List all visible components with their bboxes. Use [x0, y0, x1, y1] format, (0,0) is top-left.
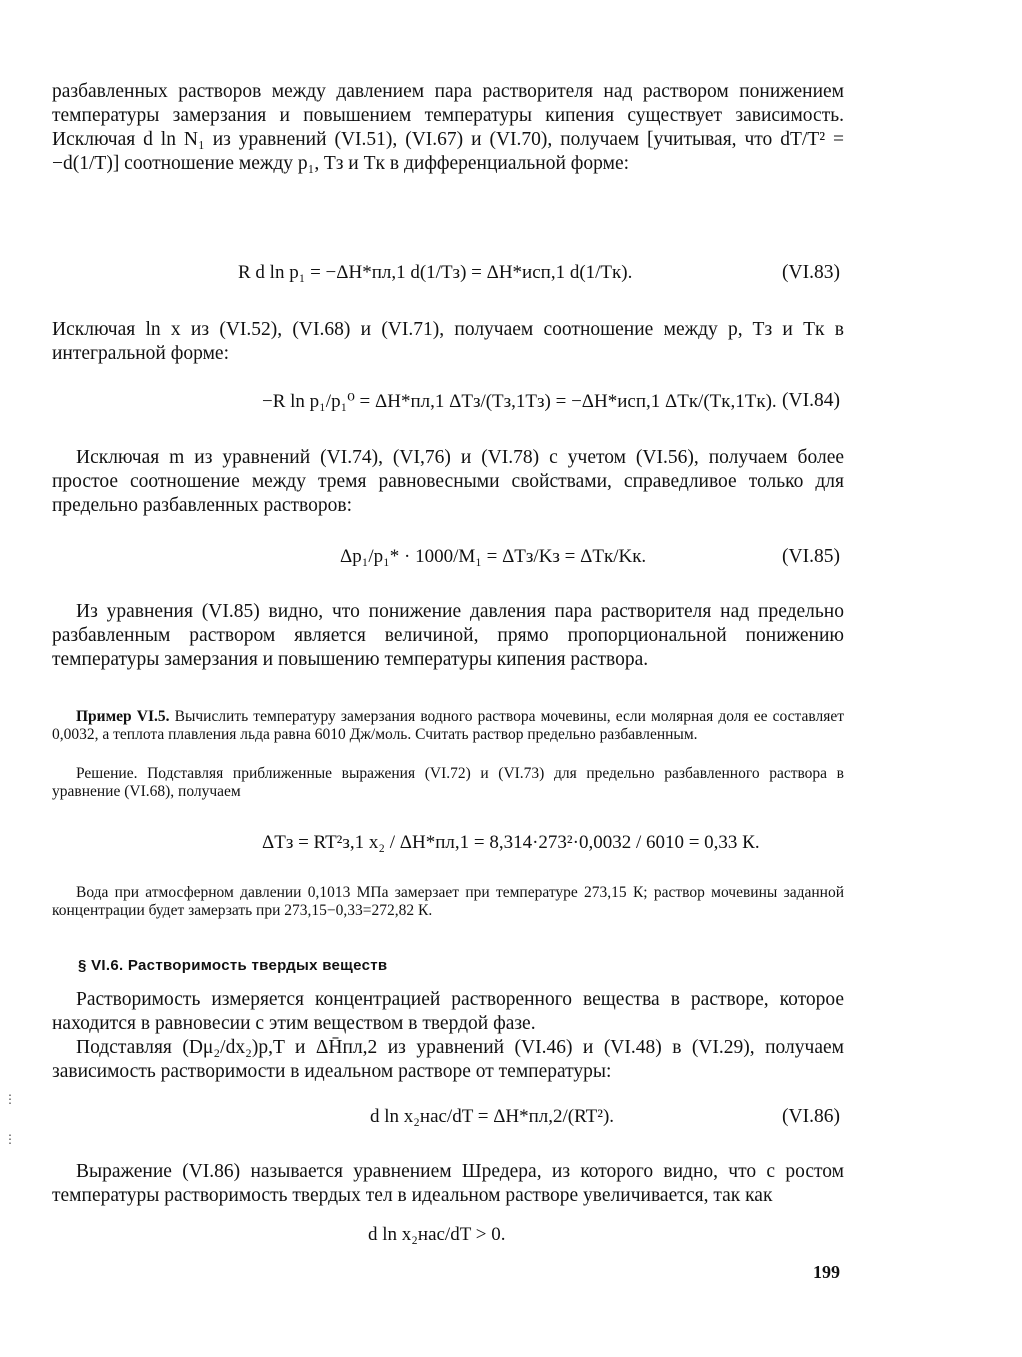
- equation-number: (VI.85): [782, 546, 840, 567]
- margin-mark: ⋮: [4, 1092, 16, 1106]
- paragraph-text: Из уравнения (VI.85) видно, что понижение давления пара растворителя над предельно разбавленным раствором является величиной, прямо пропорциональной понижению температуры замерзания и повышению температуры кипения раствора.: [52, 601, 844, 670]
- equation-number: (VI.83): [782, 262, 840, 283]
- paragraph-4: [52, 600, 844, 672]
- paragraph-6: [52, 1036, 844, 1084]
- paragraph-text: Растворимость измеряется концентрацией растворенного вещества в растворе, которое находится в равновесии с этим веществом в твердой фазе.: [52, 989, 844, 1034]
- equation-final: d ln x₂нас/dT > 0.: [368, 1224, 506, 1245]
- margin-mark: ⋮: [4, 1132, 16, 1146]
- example-label: Пример VI.5.: [76, 708, 170, 725]
- equation-vi85: Δp₁/p₁* · 1000/M₁ = ΔTз/Kз = ΔTк/Kк.: [340, 546, 647, 567]
- paragraph-2: [52, 318, 844, 366]
- paragraph-text: Выражение (VI.86) называется уравнением Шредера, из которого видно, что с ростом температуры растворимость твердых тел в идеальном растворе увеличивается, так как: [52, 1161, 844, 1206]
- paragraph-3: [52, 446, 844, 518]
- equation-example: ΔTз = RT²з,1 x₂ / ΔH*пл,1 = 8,314·273²·0,0032 / 6010 = 0,33 К.: [262, 832, 760, 853]
- paragraph-1: [52, 80, 844, 176]
- paragraph-text: разбавленных растворов между давлением пара растворителя над раствором понижением температуры замерзания и повышением температуры кипения существует зависимость. Исключая d ln N₁ из уравнений (VI.51), (VI.67) и (VI.70), получаем [учитывая, что dT/T² = −d(1/T)] соотношение между p₁, Tз и Tк в дифференциальной форме:: [52, 81, 844, 174]
- water-text: Вода при атмосферном давлении 0,1013 МПа замерзает при температуре 273,15 К; раствор мочевины заданной концентрации будет замерзать при 273,15−0,33=272,82 К.: [52, 884, 844, 919]
- solution-text: Решение. Подставляя приближенные выражения (VI.72) и (VI.73) для предельно разбавленного раствора в уравнение (VI.68), получаем: [52, 765, 844, 800]
- solution-block: [52, 765, 844, 801]
- water-note: [52, 884, 844, 920]
- equation-number: (VI.86): [782, 1106, 840, 1127]
- equation-vi86: d ln x₂нас/dT = ΔH*пл,2/(RT²).: [370, 1106, 615, 1127]
- equation-vi83: R d ln p₁ = −ΔH*пл,1 d(1/Tз) = ΔH*исп,1 d(1/Tк).: [238, 262, 633, 283]
- paragraph-text: Исключая m из уравнений (VI.74), (VI,76) и (VI.78) с учетом (VI.56), получаем более простое соотношение между тремя равновесными свойствами, справедливое только для предельно разбавленных растворов:: [52, 447, 844, 516]
- section-heading: § VI.6. Растворимость твердых веществ: [78, 957, 388, 974]
- example-body: Вычислить температуру замерзания водного раствора мочевины, если молярная доля ее составляет 0,0032, а теплота плавления льда равна 6010 Дж/моль. Считать раствор предельно разбавленным.: [52, 708, 844, 743]
- example-text: [52, 708, 844, 744]
- paragraph-text: Исключая ln x из (VI.52), (VI.68) и (VI.71), получаем соотношение между p, Tз и Tк в интегральной форме:: [52, 319, 844, 364]
- paragraph-5: [52, 988, 844, 1036]
- page-number: 199: [813, 1262, 840, 1282]
- paragraph-7: [52, 1160, 844, 1208]
- equation-number: (VI.84): [782, 390, 840, 411]
- paragraph-text: Подставляя (Dμ₂/dx₂)p,T и ΔH̄пл,2 из уравнений (VI.46) и (VI.48) в (VI.29), получаем зависимость растворимости в идеальном растворе от температуры:: [52, 1037, 844, 1082]
- equation-vi84: −R ln p₁/p₁⁰ = ΔH*пл,1 ΔTз/(Tз,1Tз) = −ΔH*исп,1 ΔTк/(Tк,1Tк).: [262, 391, 777, 412]
- example-block: [52, 708, 844, 744]
